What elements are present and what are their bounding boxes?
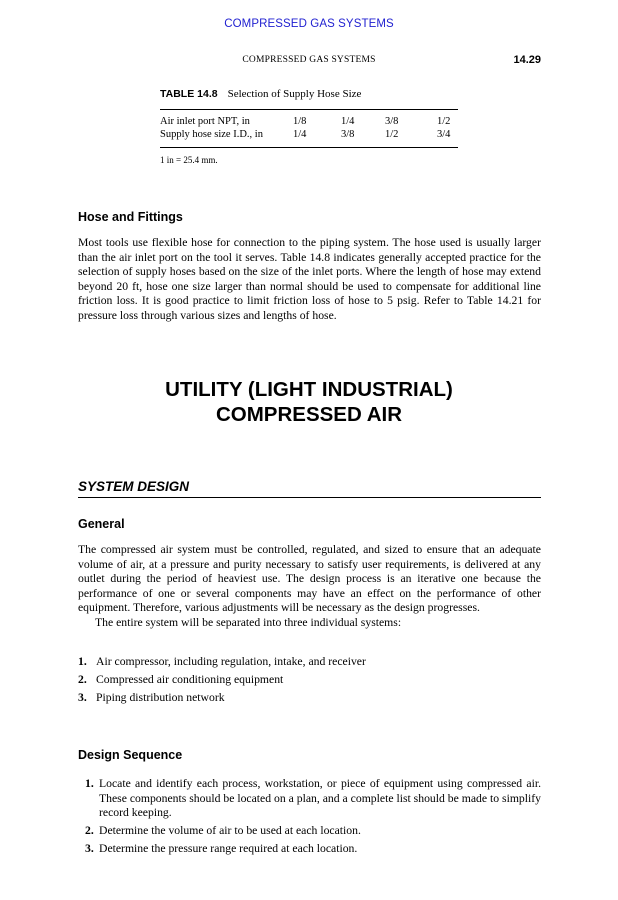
general-paragraph <box>78 543 541 630</box>
systems-list <box>78 655 541 709</box>
table-cell: 3/8 <box>341 129 355 140</box>
list-item <box>78 691 541 706</box>
table-bottom-rule <box>160 147 458 148</box>
system-design-heading: SYSTEM DESIGN <box>78 479 190 494</box>
table-cell: 1/2 <box>385 129 399 140</box>
list-item <box>78 655 541 670</box>
paragraph-text: The compressed air system must be controlled, regulated, and sized to ensure that an adequate volume of air, at a pressure and purity necessary to satisfy user requirements, is delivered at any outlet during the period of heaviest use. The design process is an iterative one because the performance of one or several components may have an effect on the performance of other equipment. Therefore, various adjustments will be necessary as the design progresses. <box>78 543 541 614</box>
table-cell: 3/4 <box>437 129 451 140</box>
table-row <box>160 128 458 142</box>
table-row-label: Supply hose size I.D., in <box>160 129 263 140</box>
chapter-title-line1: UTILITY (LIGHT INDUSTRIAL) <box>165 378 453 401</box>
page-number: 14.29 <box>513 54 541 66</box>
list-text: Compressed air conditioning equipment <box>96 673 284 686</box>
list-item <box>78 673 541 688</box>
general-heading: General <box>78 517 125 531</box>
hose-fittings-heading: Hose and Fittings <box>78 210 183 224</box>
running-head: COMPRESSED GAS SYSTEMS <box>242 55 376 65</box>
list-number: 3. <box>85 842 94 855</box>
list-number: 2. <box>85 824 94 837</box>
table-footnote: 1 in = 25.4 mm. <box>160 155 218 165</box>
list-text: Determine the volume of air to be used at each location. <box>99 824 361 837</box>
table-cell: 1/8 <box>293 116 307 127</box>
list-text: Locate and identify each process, workstation, or piece of equipment using compressed air. These components should be located on a plan, and a complete list should be made to simplify record keeping. <box>99 777 541 819</box>
table-row <box>160 115 458 129</box>
list-number: 1. <box>78 655 87 668</box>
list-number: 1. <box>85 777 94 790</box>
table-label: TABLE 14.8 <box>160 88 218 100</box>
table-cell: 1/4 <box>341 116 355 127</box>
table-cell: 1/2 <box>437 116 451 127</box>
chapter-title-line2: COMPRESSED AIR <box>215 403 403 426</box>
list-number: 2. <box>78 673 87 686</box>
hose-fittings-paragraph <box>78 236 541 323</box>
table-caption <box>160 88 361 100</box>
list-item <box>85 777 541 821</box>
system-design-rule <box>78 497 541 498</box>
list-item <box>85 842 541 857</box>
list-number: 3. <box>78 691 87 704</box>
table-cell: 3/8 <box>385 116 399 127</box>
top-header-link[interactable]: COMPRESSED GAS SYSTEMS <box>224 18 394 30</box>
table-top-rule <box>160 109 458 110</box>
list-text: Determine the pressure range required at each location. <box>99 842 358 855</box>
table-cell: 1/4 <box>293 129 307 140</box>
table-row-label: Air inlet port NPT, in <box>160 116 250 127</box>
list-item <box>85 824 541 839</box>
general-intro: The entire system will be separated into three individual systems: <box>95 615 402 629</box>
design-sequence-list <box>85 777 541 860</box>
list-text: Air compressor, including regulation, intake, and receiver <box>96 655 366 668</box>
list-text: Piping distribution network <box>96 691 225 704</box>
table-title: Selection of Supply Hose Size <box>227 88 362 100</box>
paragraph-text: Most tools use flexible hose for connection to the piping system. The hose used is usually larger than the air inlet port on the tool it serves. Table 14.8 indicates generally accepted practice for the selection of supply hoses based on the size of the inlet ports. Where the length of hose may extend beyond 20 ft, hose one size larger than normal should be used to compensate for additional line friction loss. It is good practice to limit friction loss of hose to 5 psig. Refer to Table 14.21 for pressure loss through various sizes and lengths of hose. <box>78 236 541 322</box>
design-sequence-heading: Design Sequence <box>78 748 183 762</box>
